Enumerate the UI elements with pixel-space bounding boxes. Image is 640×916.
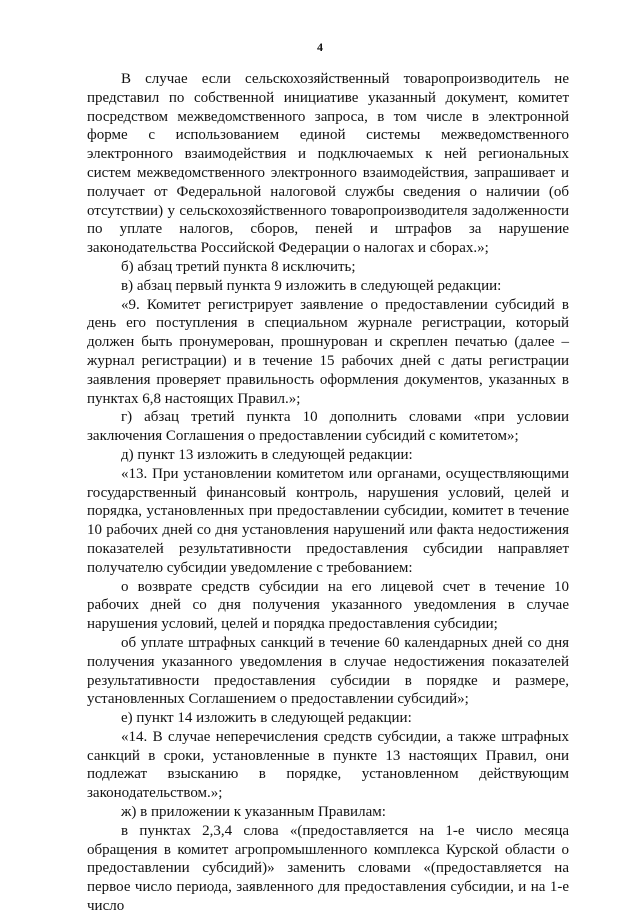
paragraph-amendment-v: в) абзац первый пункта 9 изложить в следующей редакции: bbox=[121, 277, 502, 294]
paragraph-appendix-points: в пунктах 2,3,4 слова «(предоставляется на 1-е число месяца обращения в комитет агропромышленного комплекса Курской области о предоставлении субсидий)» заменить словами «(предоставляется на первое число периода, заявленного для предоставления субсидии, и на 1-е число bbox=[87, 822, 569, 915]
paragraph-amendment-zh: ж) в приложении к указанным Правилам: bbox=[121, 804, 386, 821]
page-number: 4 bbox=[317, 40, 323, 54]
paragraph-point-9: «9. Комитет регистрирует заявление о предоставлении субсидий в день его поступления в специальном журнале регистрации, который должен быть пронумерован, прошнурован и скреплен печатью (далее – журнал регистрации) и в течение 15 рабочих дней с даты регистрации заявления проверяет правильность оформления документов, указанных в пунктах 6,8 настоящих Правил.»; bbox=[87, 296, 569, 407]
paragraph-amendment-d: д) пункт 13 изложить в следующей редакции: bbox=[121, 446, 413, 463]
paragraph-point-13: «13. При установлении комитетом или органами, осуществляющими государственный финансовый контроль, нарушения условий, целей и порядка, установленных при предоставлении субсидии, комитет в течение 10 рабочих дней со дня установления нарушений или факта недостижения показателей результативности предоставления субсидии направляет получателю субсидии уведомление с требованием: bbox=[87, 465, 569, 576]
paragraph-amendment-e: е) пункт 14 изложить в следующей редакции: bbox=[121, 710, 412, 727]
paragraph-amendment-b: б) абзац третий пункта 8 исключить; bbox=[121, 258, 356, 275]
document-body bbox=[87, 70, 569, 916]
paragraph-point-14: «14. В случае неперечисления средств субсидии, а также штрафных санкций в сроки, установленные в пункте 13 настоящих Правил, они подлежат взысканию в порядке, установленном действующим законодательством.»; bbox=[87, 728, 569, 802]
paragraph-penalties: об уплате штрафных санкций в течение 60 календарных дней со дня получения указанного уведомления в случае недостижения показателей результативности предоставления субсидии в порядке и размере, установленных Соглашением о предоставлении субсидий»; bbox=[87, 634, 569, 708]
paragraph-refund: о возврате средств субсидии на его лицевой счет в течение 10 рабочих дней со дня получения указанного уведомления в случае нарушения условий, целей и порядка предоставления субсидии; bbox=[87, 578, 569, 633]
paragraph-tax-check: В случае если сельскохозяйственный товаропроизводитель не представил по собственной инициативе указанный документ, комитет посредством межведомственного запроса, в том числе в электронной форме с использованием единой системы межведомственного электронного взаимодействия и подключаемых к ней региональных систем межведомственного электронного взаимодействия, запрашивает и получает от Федеральной налоговой службы сведения о наличии (об отсутствии) у сельскохозяйственного товаропроизводителя задолженности по уплате налогов, сборов, пеней и штрафов за нарушение законодательства Российской Федерации о налогах и сборах.»; bbox=[87, 71, 569, 257]
paragraph-amendment-g: г) абзац третий пункта 10 дополнить словами «при условии заключения Соглашения о предоставлении субсидий с комитетом»; bbox=[87, 409, 569, 445]
